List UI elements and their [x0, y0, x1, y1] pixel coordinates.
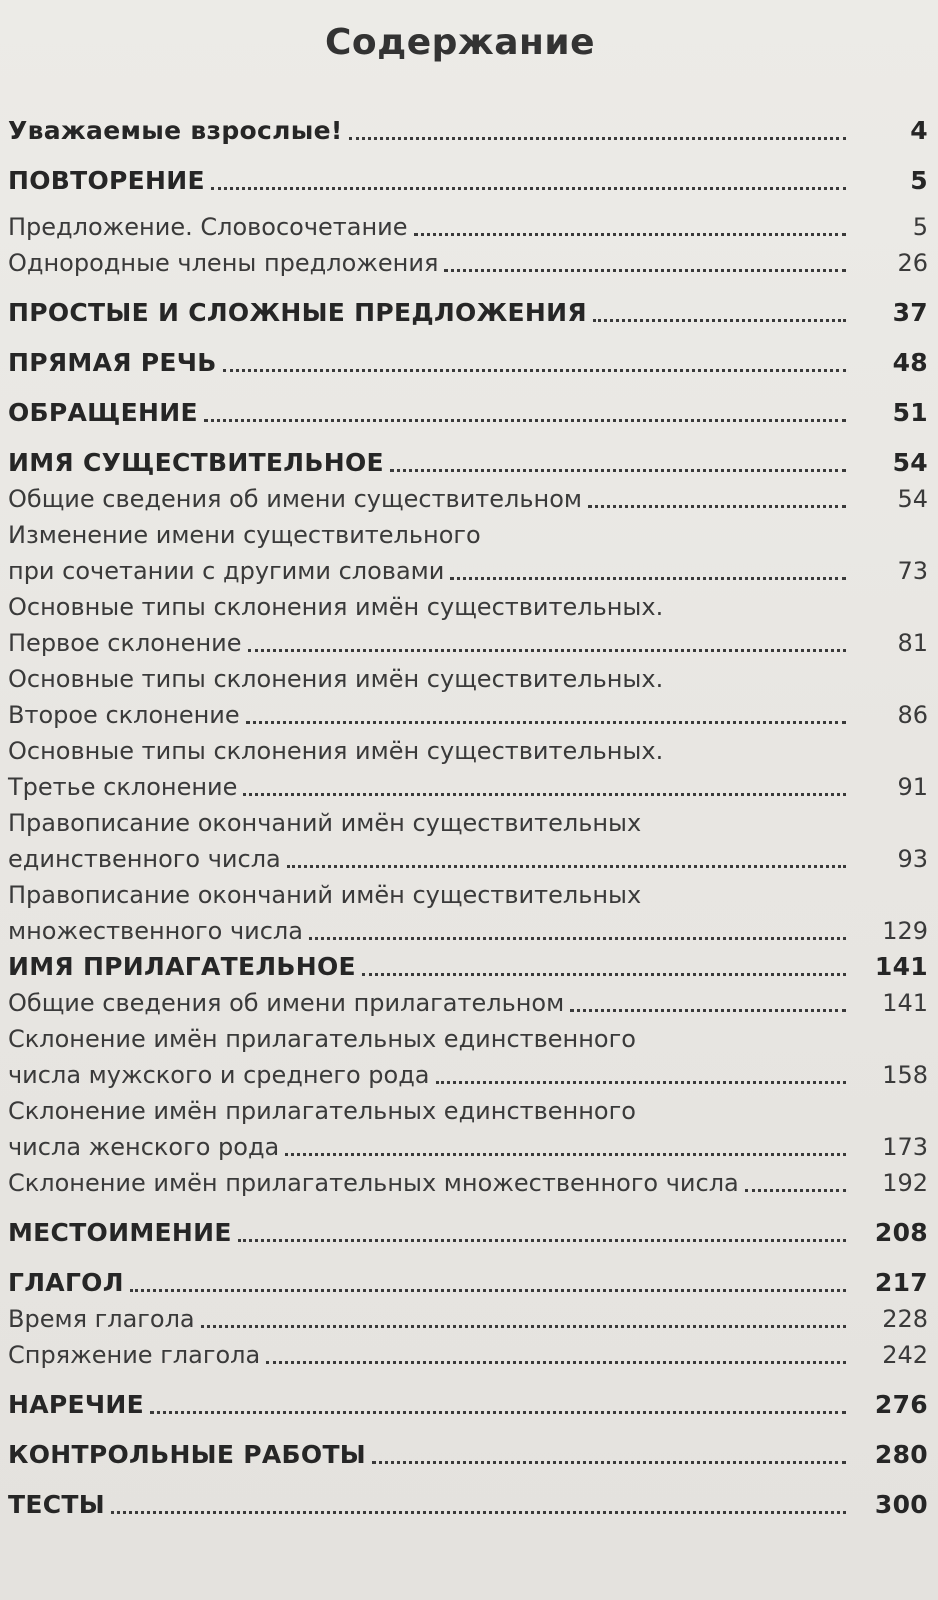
toc-entry-two-line	[8, 517, 928, 589]
leader-dots	[450, 577, 846, 580]
leader-dots	[111, 1511, 846, 1514]
toc-section-tests-control	[8, 1437, 928, 1473]
toc-page-number: 228	[882, 1305, 928, 1333]
toc-entry	[8, 1301, 928, 1337]
toc-entry	[8, 209, 928, 245]
toc-entry-row	[8, 769, 928, 805]
leader-dots	[414, 233, 846, 236]
toc-section-review	[8, 163, 928, 199]
toc-page-number: 158	[882, 1061, 928, 1089]
toc-page-number: 93	[897, 845, 928, 873]
leader-dots	[246, 721, 846, 724]
toc-entry-row	[8, 841, 928, 877]
toc-page-number: 4	[910, 116, 928, 145]
toc-entry-label-line1: Правописание окончаний имён существительных	[8, 881, 642, 909]
toc-entry-label: Склонение имён прилагательных множественного числа	[8, 1169, 739, 1197]
table-of-contents	[8, 113, 928, 1523]
toc-section-tests	[8, 1487, 928, 1523]
toc-page-number: 173	[882, 1133, 928, 1161]
toc-page-number: 26	[897, 249, 928, 277]
toc-entry-label-line1: Основные типы склонения имён существительных.	[8, 593, 664, 621]
toc-entry-label: ПРОСТЫЕ И СЛОЖНЫЕ ПРЕДЛОЖЕНИЯ	[8, 298, 587, 327]
toc-page-number: 51	[892, 398, 928, 427]
toc-entry-label: Спряжение глагола	[8, 1341, 261, 1369]
leader-dots	[204, 419, 846, 422]
toc-page-number: 73	[897, 557, 928, 585]
toc-entry	[8, 1337, 928, 1373]
toc-entry-label: ОБРАЩЕНИЕ	[8, 398, 198, 427]
toc-page-number: 208	[874, 1218, 928, 1247]
toc-section-direct-speech	[8, 345, 928, 381]
toc-entry-label: Уважаемые взрослые!	[8, 116, 343, 145]
toc-entry-label-line1: Основные типы склонения имён существительных.	[8, 665, 664, 693]
leader-dots	[285, 1153, 846, 1156]
toc-page-number: 5	[910, 166, 928, 195]
toc-page-number: 276	[874, 1390, 928, 1419]
toc-entry	[8, 985, 928, 1021]
toc-entry-label-line1: Правописание окончаний имён существительных	[8, 809, 642, 837]
toc-entry-two-line	[8, 589, 928, 661]
toc-entry-two-line	[8, 733, 928, 805]
toc-section-sentences	[8, 295, 928, 331]
leader-dots	[362, 973, 846, 976]
toc-entry-row	[8, 1057, 928, 1093]
toc-section-address	[8, 395, 928, 431]
toc-entry-label-line2: Первое склонение	[8, 629, 242, 657]
leader-dots	[390, 469, 846, 472]
toc-entry-row	[8, 1129, 928, 1165]
toc-entry-two-line	[8, 877, 928, 949]
toc-entry-label: Общие сведения об имени прилагательном	[8, 989, 565, 1017]
leader-dots	[593, 319, 846, 322]
page-title: Содержание	[324, 22, 596, 63]
toc-section-adverb	[8, 1387, 928, 1423]
toc-entry-label: ТЕСТЫ	[8, 1490, 105, 1519]
toc-entry-label-line2: множественного числа	[8, 917, 303, 945]
toc-entry-two-line	[8, 1021, 928, 1093]
toc-entry-label: НАРЕЧИЕ	[8, 1390, 144, 1419]
toc-entry	[8, 481, 928, 517]
toc-entry-label-line2: Второе склонение	[8, 701, 240, 729]
toc-page-number: 217	[874, 1268, 928, 1297]
toc-page-number: 280	[874, 1440, 928, 1469]
toc-entry	[8, 245, 928, 281]
toc-page-number: 242	[882, 1341, 928, 1369]
leader-dots	[243, 793, 846, 796]
toc-entry-label-line1: Склонение имён прилагательных единственного	[8, 1025, 636, 1053]
leader-dots	[130, 1289, 846, 1292]
toc-entry-label: ПРЯМАЯ РЕЧЬ	[8, 348, 217, 377]
toc-entry-label-line2: числа мужского и среднего рода	[8, 1061, 430, 1089]
leader-dots	[588, 505, 846, 508]
leader-dots	[444, 269, 846, 272]
toc-entry-row	[8, 625, 928, 661]
toc-entry-label: ГЛАГОЛ	[8, 1268, 124, 1297]
leader-dots	[238, 1239, 846, 1242]
leader-dots	[223, 369, 846, 372]
toc-entry-label-line2: Третье склонение	[8, 773, 238, 801]
toc-page-number: 141	[882, 989, 928, 1017]
leader-dots	[201, 1325, 846, 1328]
toc-page-number: 300	[874, 1490, 928, 1519]
toc-section-verb	[8, 1265, 928, 1301]
toc-entry-two-line	[8, 661, 928, 733]
toc-entry-label: Однородные члены предложения	[8, 249, 439, 277]
leader-dots	[248, 649, 847, 652]
toc-page-number: 81	[897, 629, 928, 657]
toc-entry	[8, 1165, 928, 1201]
toc-page-number: 129	[882, 917, 928, 945]
toc-entry-row	[8, 697, 928, 733]
toc-section-noun	[8, 445, 928, 481]
toc-page-number: 86	[897, 701, 928, 729]
toc-entry-label-line1: Основные типы склонения имён существительных.	[8, 737, 664, 765]
toc-section-pronoun	[8, 1215, 928, 1251]
toc-entry-label: Время глагола	[8, 1305, 195, 1333]
toc-entry-label-line1: Склонение имён прилагательных единственного	[8, 1097, 636, 1125]
toc-entry-two-line	[8, 1093, 928, 1165]
leader-dots	[570, 1009, 846, 1012]
toc-entry-label-line1: Изменение имени существительного	[8, 521, 481, 549]
leader-dots	[266, 1361, 846, 1364]
toc-page-number: 192	[882, 1169, 928, 1197]
toc-entry-label: ПОВТОРЕНИЕ	[8, 166, 205, 195]
toc-page-number: 37	[892, 298, 928, 327]
leader-dots	[150, 1411, 846, 1414]
toc-section-adjective	[8, 949, 928, 985]
toc-entry-label-line2: числа женского рода	[8, 1133, 280, 1161]
toc-entry-label: Общие сведения об имени существительном	[8, 485, 583, 513]
toc-page-number: 54	[897, 485, 928, 513]
toc-entry-label: ИМЯ СУЩЕСТВИТЕЛЬНОЕ	[8, 448, 384, 477]
toc-page-number: 54	[892, 448, 928, 477]
toc-page-number: 141	[874, 952, 928, 981]
toc-entry-label-line2: при сочетании с другими словами	[8, 557, 445, 585]
toc-entry-two-line	[8, 805, 928, 877]
toc-page-number: 91	[897, 773, 928, 801]
toc-entry-label: Предложение. Словосочетание	[8, 213, 408, 241]
leader-dots	[211, 187, 846, 190]
toc-entry-row	[8, 913, 928, 949]
leader-dots	[287, 865, 846, 868]
leader-dots	[309, 937, 846, 940]
toc-entry-dear-adults	[8, 113, 928, 149]
leader-dots	[349, 137, 846, 140]
toc-entry-row	[8, 553, 928, 589]
toc-entry-label: ИМЯ ПРИЛАГАТЕЛЬНОЕ	[8, 952, 356, 981]
leader-dots	[372, 1461, 846, 1464]
toc-page-number: 48	[892, 348, 928, 377]
leader-dots	[745, 1189, 846, 1192]
toc-entry-label: КОНТРОЛЬНЫЕ РАБОТЫ	[8, 1440, 366, 1469]
toc-page-number: 5	[912, 213, 928, 241]
toc-entry-label: МЕСТОИМЕНИЕ	[8, 1218, 232, 1247]
leader-dots	[436, 1081, 847, 1084]
toc-entry-label-line2: единственного числа	[8, 845, 281, 873]
